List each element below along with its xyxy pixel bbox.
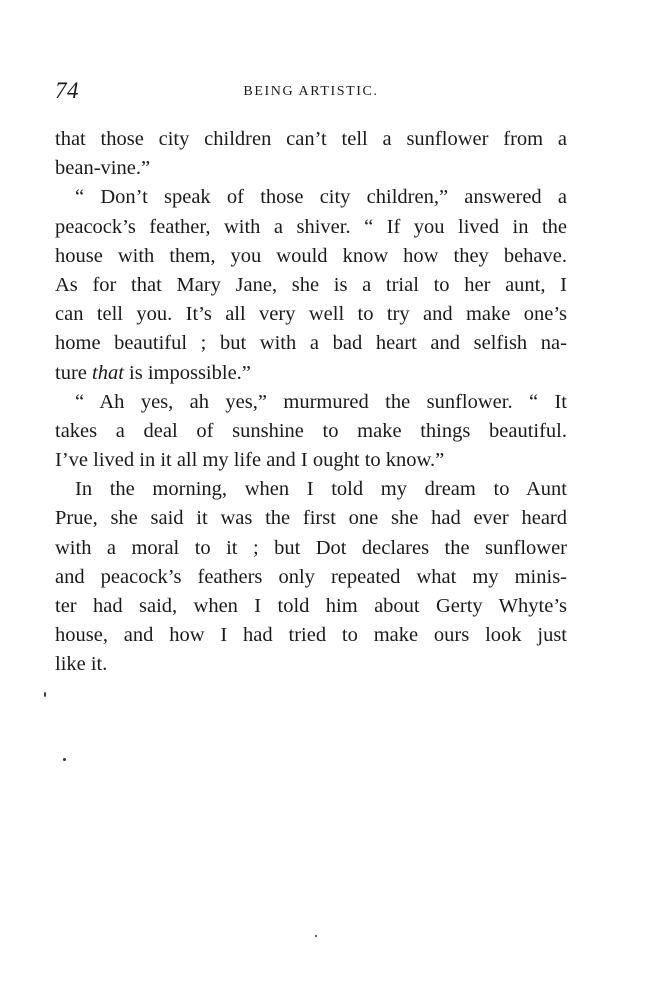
print-speck — [44, 692, 46, 697]
text-line-with-emphasis — [55, 359, 567, 388]
text-line: house with them, you would know how they behave. — [55, 244, 567, 267]
body-text — [55, 125, 567, 680]
emphasized-word: that — [92, 361, 124, 384]
text-line: with a moral to it ; but Dot declares the sunflower — [55, 536, 567, 559]
text-line: home beautiful ; but with a bad heart and selfish na- — [55, 332, 567, 355]
text-line: peacock’s feather, with a shiver. “ If you lived in the — [55, 215, 567, 238]
text-line: “ Don’t speak of those city children,” answered a — [75, 186, 567, 209]
text-line: I’ve lived in it all my life and I ought to know.” — [55, 449, 445, 472]
print-speck — [315, 935, 317, 937]
text-line: can tell you. It’s all very well to try and make one’s — [55, 303, 567, 326]
text-line: that those city children can’t tell a sunflower from a — [55, 128, 567, 150]
text-line: bean-vine.” — [55, 157, 151, 180]
text-fragment: ture — [55, 361, 87, 384]
text-line: “ Ah yes, ah yes,” murmured the sunflower. “ It — [75, 390, 567, 413]
page-header — [55, 78, 567, 108]
text-fragment: is impossible.” — [129, 361, 251, 384]
text-line: Prue, she said it was the first one she had ever heard — [55, 507, 567, 530]
text-line: As for that Mary Jane, she is a trial to her aunt, I — [55, 273, 567, 296]
running-head: BEING ARTISTIC. — [243, 84, 379, 99]
text-line: house, and how I had tried to make ours look just — [55, 624, 567, 647]
text-line: ter had said, when I told him about Gerty Whyte’s — [55, 595, 567, 617]
text-line: takes a deal of sunshine to make things beautiful. — [55, 419, 567, 442]
text-line: like it. — [55, 653, 108, 676]
page-number: 74 — [55, 78, 79, 103]
text-line: In the morning, when I told my dream to Aunt — [75, 478, 567, 501]
print-speck — [63, 758, 66, 761]
text-line: and peacock’s feathers only repeated what my minis- — [55, 565, 567, 588]
